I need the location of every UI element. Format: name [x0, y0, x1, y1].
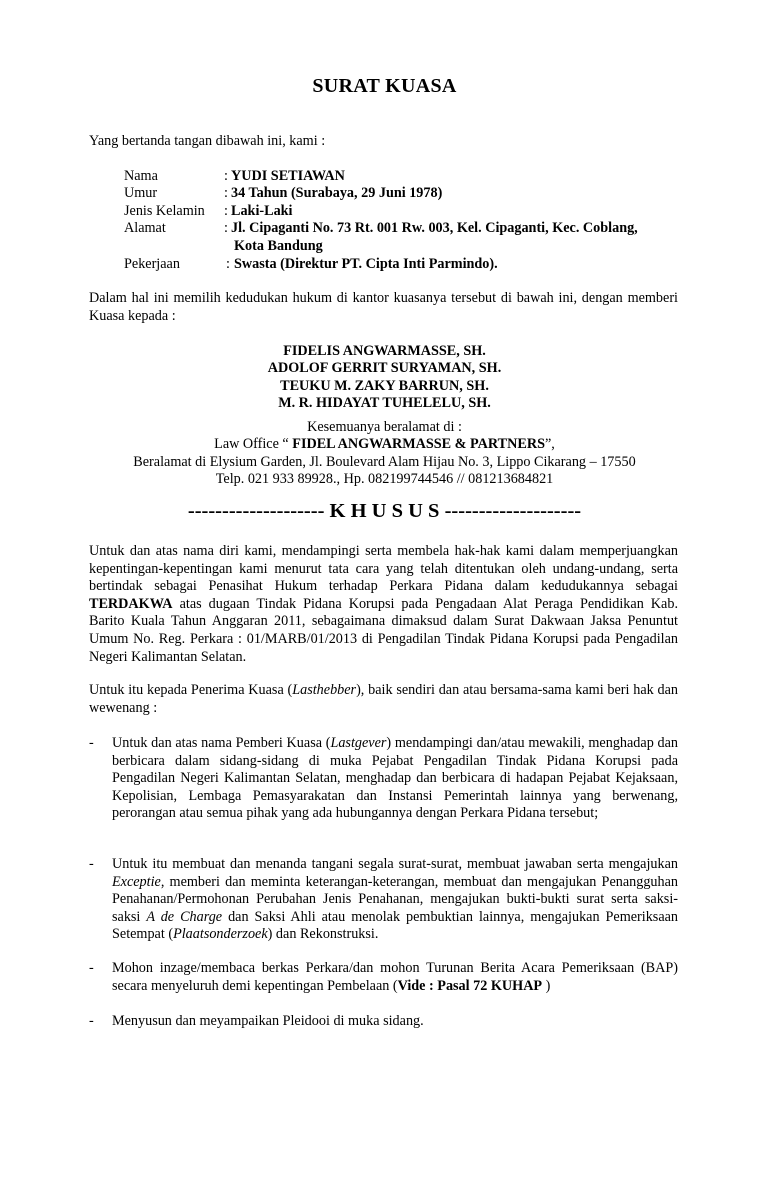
document-title: SURAT KUASA [312, 75, 457, 97]
list-bullet: - [89, 735, 94, 751]
mandate-text-2: atas dugaan Tindak Pidana Korupsi pada Pengadaan Alat Peraga Pendidikan Kab. Barito Kuala Tahun Anggaran 2011, sebagaimana dimaksud dalam Surat Dakwaan Jaksa Penuntut Umum No. Reg. Perkara : 01/MARB/01/2013 di Pengadilan Tindak Pidana Korupsi pada Pengadilan Negeri Kalimantan Selatan. [89, 595, 678, 665]
list-bullet: - [89, 1013, 94, 1029]
khusus-heading: -------------------- K H U S U S -------------------- [187, 500, 582, 522]
law-office-line [0, 436, 769, 454]
law-office-suffix: ”, [544, 436, 555, 452]
list-bullet: - [89, 960, 94, 976]
exceptie-term: Exceptie [112, 873, 161, 890]
office-phone: Telp. 021 933 89928., Hp. 082199744546 // 081213684821 [215, 471, 554, 487]
lasthebber-term: Lasthebber [292, 682, 357, 698]
item2-text-1: Untuk itu membuat dan menanda tangani segala surat-surat, membuat jawaban serta mengajukan [112, 856, 678, 872]
list-bullet: - [89, 856, 94, 872]
authority-text-2: ), baik sendiri dan atau bersama-sama kami beri hak dan wewenang : [89, 682, 678, 716]
nama-value: YUDI SETIAWAN [231, 168, 345, 184]
jenis-kelamin-value: Laki-Laki [231, 203, 293, 219]
intro-text: Yang bertanda tangan dibawah ini, kami : [89, 133, 326, 149]
umur-value: 34 Tahun (Surabaya, 29 Juni 1978) [231, 185, 443, 201]
pekerjaan-colon: : [226, 256, 230, 272]
alamat-colon: : [224, 220, 228, 236]
address-intro: Kesemuanya beralamat di : [307, 419, 462, 435]
nama-colon: : [224, 168, 228, 184]
law-office-name: FIDEL ANGWARMASSE & PARTNERS [292, 436, 545, 452]
item2-text-2: , memberi dan meminta keterangan-keterangan, membuat dan mengajukan Penangguhan Penahanan/Permohonan Perubahan Jenis Penahanan, mengajukan bukti-bukti surat serta saksi-saksi [112, 873, 678, 925]
jenis-kelamin-label: Jenis Kelamin [124, 203, 205, 219]
umur-colon: : [224, 185, 228, 201]
authority-text-1: Untuk itu kepada Penerima Kuasa ( [89, 682, 293, 698]
a-de-charge-term: A de Charge [146, 908, 223, 925]
pekerjaan-label: Pekerjaan [124, 256, 180, 272]
umur-label: Umur [124, 185, 158, 201]
office-street-address: Beralamat di Elysium Garden, Jl. Boulevard Alam Hijau No. 3, Lippo Cikarang – 17550 [133, 454, 636, 470]
law-office-prefix: Law Office “ [214, 436, 293, 452]
list-item-2 [112, 856, 678, 944]
alamat-label: Alamat [124, 220, 166, 236]
item3-text-2: ) [542, 977, 551, 994]
item2-text-4: ) dan Rekonstruksi. [267, 926, 379, 943]
terdakwa-term: TERDAKWA [89, 595, 173, 612]
kuasa-intro-paragraph: Dalam hal ini memilih kedudukan hukum di kantor kuasanya tersebut di bawah ini, dengan memberi Kuasa kepada : [89, 290, 678, 324]
item3-text-1: Mohon inzage/membaca berkas Perkara/dan mohon Turunan Berita Acara Pemeriksaan (BAP) secara menyeluruh demi kepentingan Pembelaan ( [112, 960, 678, 994]
lawyer-name: M. R. HIDAYAT TUHELELU, SH. [278, 395, 491, 411]
lawyer-name: TEUKU M. ZAKY BARRUN, SH. [280, 378, 489, 394]
vide-pasal-reference: Vide : Pasal 72 KUHAP [397, 977, 543, 994]
nama-label: Nama [124, 168, 158, 184]
plaatsonderzoek-term: Plaatsonderzoek [173, 926, 268, 943]
item2-text-3: dan Saksi Ahli atau menolak pembuktian lainnya, mengajukan Pemeriksaan Setempat ( [112, 908, 679, 943]
authority-paragraph [89, 682, 678, 717]
mandate-text-1: Untuk dan atas nama diri kami, mendampingi serta membela hak-hak kami dalam memperjuangkan kepentingan-kepentingan kami menurut tata cara yang telah ditentukan oleh undang-undang, serta bertindak sebagai Penasihat Hukum terhadap Perkara Pidana dalam kedudukannya sebagai [89, 543, 678, 595]
lawyer-name: ADOLOF GERRIT SURYAMAN, SH. [267, 360, 502, 376]
mandate-paragraph [89, 543, 678, 666]
jenis-kelamin-colon: : [224, 203, 228, 219]
lawyer-name: FIDELIS ANGWARMASSE, SH. [283, 343, 486, 359]
list-item-1 [112, 735, 678, 823]
list-item-4: Menyusun dan meyampaikan Pleidooi di muka sidang. [112, 1013, 424, 1029]
lastgever-term: Lastgever [330, 735, 387, 751]
item1-text-2: ) mendampingi dan/atau mewakili, menghadap dan berbicara dalam sidang-sidang di muka Pejabat Pengadilan Tindak Pidana Korupsi pada Pengadilan Negeri Kalimantan Selatan, menghadap dan berbicara di hadapan Pejabat Kejaksaan, Kepolisian, Lembaga Pemasyarakatan dan Instansi Pemerintah lainnya yang berwenang, perorangan atau semua pihak yang ada hubungannya dengan Perkara Pidana tersebut; [112, 735, 678, 822]
alamat-value-line2: Kota Bandung [234, 238, 323, 254]
list-item-3 [112, 960, 678, 995]
alamat-value-line1: Jl. Cipaganti No. 73 Rt. 001 Rw. 003, Kel. Cipaganti, Kec. Coblang, [231, 220, 638, 236]
item1-text-1: Untuk dan atas nama Pemberi Kuasa ( [112, 735, 331, 751]
pekerjaan-value: Swasta (Direktur PT. Cipta Inti Parmindo). [234, 256, 498, 272]
